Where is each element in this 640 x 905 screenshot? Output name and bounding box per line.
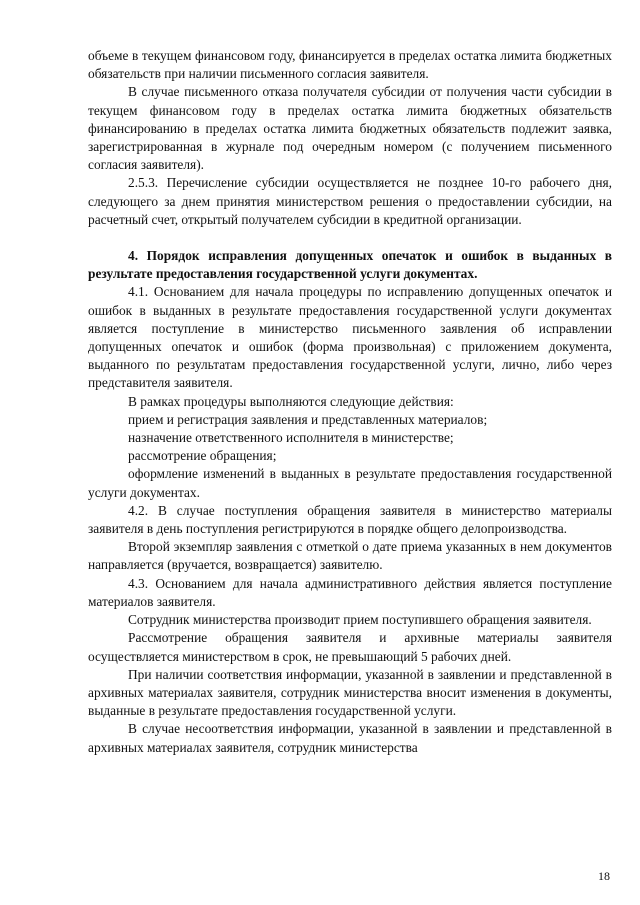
action-item-registration: прием и регистрация заявления и представленных материалов;: [128, 411, 488, 427]
paragraph-4-3: 4.3. Основанием для начала административного действия является поступление материалов заявителя.: [88, 575, 612, 609]
paragraph-4-2: 4.2. В случае поступления обращения заявителя в министерство материалы заявителя в день поступления регистрируются в порядке общего делопроизводства.: [88, 502, 612, 537]
paragraph-review-term: Рассмотрение обращения заявителя и архивные материалы заявителя осуществляется министерством в срок, не превышающий 5 рабочих дней.: [88, 630, 612, 664]
action-item-changes: оформление изменений в выданных в результате предоставления государственной услуги документах.: [88, 466, 612, 500]
section-gap: [88, 229, 612, 247]
paragraph-employee-intake: Сотрудник министерства производит прием поступившего обращения заявителя.: [128, 612, 592, 628]
paragraph-mismatch: В случае несоответствия информации, указанной в заявлении и представленной в архивных материалах заявителя, сотрудник министерства: [88, 721, 612, 755]
paragraph-actions-intro: В рамках процедуры выполняются следующие действия:: [128, 393, 454, 409]
paragraph-second-copy: Второй экземпляр заявления с отметкой о дате приема указанных в нем документов направляется (вручается, возвращается) заявителю.: [88, 539, 612, 573]
section-4-heading: 4. Порядок исправления допущенных опечаток и ошибок в выданных в результате предоставления государственной услуги документах.: [88, 248, 612, 282]
action-item-review: рассмотрение обращения;: [128, 448, 277, 464]
paragraph-2-5-3: 2.5.3. Перечисление субсидии осуществляется не позднее 10-го рабочего дня, следующего за днем принятия министерством решения о предоставлении субсидии, на расчетный счет, открытый получателем субсидии в кредитной организации.: [88, 175, 612, 227]
page-number: 18: [598, 869, 610, 883]
paragraph-4-1: 4.1. Основанием для начала процедуры по исправлению допущенных опечаток и ошибок в выданных в результате предоставления государственной услуги документах является поступление в министерство письменного заявления об исправлении допущенных опечаток и ошибок (форма произвольная) с приложением документа, выданного по результатам предоставления государственной услуги, лично, либо через представителя заявителя.: [88, 284, 612, 391]
paragraph-refusal: В случае письменного отказа получателя субсидии от получения части субсидии в текущем финансовом году в пределах остатка лимита бюджетных обязательств финансированию в пределах остатка лимита бюджетных обязательств подлежит заявка, зарегистрированная в журнале под очередным номером (с получением письменного согласия заявителя).: [88, 84, 612, 173]
action-item-assignment: назначение ответственного исполнителя в министерстве;: [128, 430, 454, 446]
paragraph-match: При наличии соответствия информации, указанной в заявлении и представленной в архивных материалах заявителя, сотрудник министерства вносит изменения в документы, выданные в результате предоставления государственной услуги.: [88, 666, 612, 719]
paragraph-continuation: объеме в текущем финансовом году, финансируется в пределах остатка лимита бюджетных обязательств при наличии письменного согласия заявителя.: [88, 48, 612, 82]
page-body: [88, 47, 612, 757]
